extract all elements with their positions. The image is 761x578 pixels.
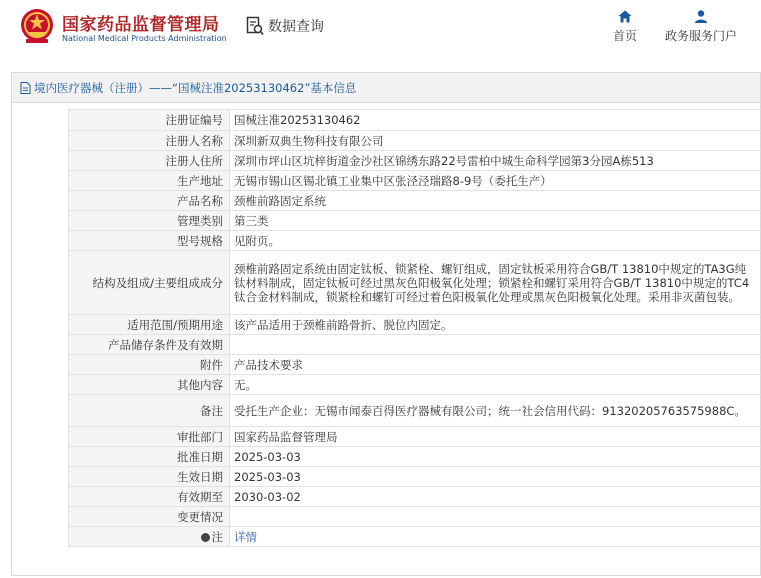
field-label: 注册人名称 (69, 131, 230, 151)
field-value: 无。 (230, 375, 761, 395)
table-row (69, 231, 761, 251)
brand-name-en: National Medical Products Administration (62, 34, 227, 43)
field-value: 颈椎前路固定系统 (230, 191, 761, 211)
field-label: 适用范围/预期用途 (69, 315, 230, 335)
field-label: 管理类别 (69, 211, 230, 231)
details-link[interactable]: 详情 (234, 529, 257, 544)
field-value (230, 335, 761, 355)
field-label: 注册证编号 (69, 110, 230, 131)
brand-name-cn: 国家药品监督管理局 (62, 15, 220, 35)
field-value: 深圳新双典生物科技有限公司 (230, 131, 761, 151)
table-row (69, 110, 761, 131)
table-row (69, 447, 761, 467)
panel-title (12, 73, 760, 103)
field-label: 产品名称 (69, 191, 230, 211)
table-row (69, 395, 761, 427)
panel-title-text: 境内医疗器械（注册）——“国械注准20253130462”基本信息 (34, 80, 357, 95)
data-query-label: 数据查询 (268, 19, 324, 35)
data-query-link[interactable] (246, 15, 324, 37)
table-row (69, 151, 761, 171)
field-label: 变更情况 (69, 507, 230, 527)
field-value: 无锡市锡山区锡北镇工业集中区张泾泾瑞路8-9号（委托生产） (230, 171, 761, 191)
table-row (69, 131, 761, 151)
field-value: 该产品适用于颈椎前路骨折、脱位内固定。 (230, 315, 761, 335)
field-label: 有效期至 (69, 487, 230, 507)
field-label: 注册人住所 (69, 151, 230, 171)
field-label: 产品储存条件及有效期 (69, 335, 230, 355)
field-label: 结构及组成/主要组成成分 (69, 251, 230, 315)
table-row-note (69, 527, 761, 547)
field-label: 生产地址 (69, 171, 230, 191)
home-icon (618, 10, 632, 23)
field-label: 其他内容 (69, 375, 230, 395)
field-label: 附件 (69, 355, 230, 375)
note-label-cell (69, 527, 230, 547)
field-value: 第三类 (230, 211, 761, 231)
field-label: 批准日期 (69, 447, 230, 467)
table-row (69, 355, 761, 375)
table-row (69, 335, 761, 355)
table-row (69, 251, 761, 315)
field-value: 2030-03-02 (230, 487, 761, 507)
document-search-icon (246, 16, 264, 36)
field-value: 产品技术要求 (230, 355, 761, 375)
table-row (69, 487, 761, 507)
table-row (69, 171, 761, 191)
field-value: 受托生产企业：无锡市闻泰百得医疗器械有限公司；统一社会信用代码：91320205763575988C。 (230, 395, 761, 427)
detail-panel (11, 72, 761, 576)
table-row (69, 211, 761, 231)
nav-home-label: 首页 (612, 29, 637, 43)
note-value-cell (230, 527, 761, 547)
field-value: 见附页。 (230, 231, 761, 251)
field-label: 生效日期 (69, 467, 230, 487)
user-icon (694, 10, 708, 23)
note-label: 注 (211, 529, 223, 544)
field-value: 国家药品监督管理局 (230, 427, 761, 447)
field-value: 国械注准20253130462 (230, 110, 761, 131)
nav-service-portal[interactable] (658, 10, 744, 44)
document-icon (20, 82, 31, 94)
national-emblem-icon (20, 8, 54, 44)
field-label: 型号规格 (69, 231, 230, 251)
field-label: 审批部门 (69, 427, 230, 447)
table-row (69, 315, 761, 335)
table-row (69, 507, 761, 527)
nav-home[interactable] (610, 10, 640, 44)
table-row (69, 467, 761, 487)
field-value: 深圳市坪山区坑梓街道金沙社区锦绣东路22号雷柏中城生命科学园第3分园A栋513 (230, 151, 761, 171)
field-value: 颈椎前路固定系统由固定钛板、锁紧栓、螺钉组成，固定钛板采用符合GB/T 13810中规定的TA3G纯钛材料制成，固定钛板可经过黑灰色阳极氧化处理；锁紧栓和螺钉采用符合GB/T 13810中规定的TC4钛合金材料制成，锁紧栓和螺钉可经过着色阳极氧化处理或黑灰色阳极氧化处理。采用非灭菌包装。 (230, 251, 761, 315)
site-header (0, 0, 761, 60)
device-info-table (68, 109, 761, 547)
nav-service-portal-label: 政务服务门户 (664, 29, 737, 43)
table-row (69, 375, 761, 395)
field-label: 备注 (69, 395, 230, 427)
table-row (69, 191, 761, 211)
field-value: 2025-03-03 (230, 447, 761, 467)
field-value: 2025-03-03 (230, 467, 761, 487)
field-value (230, 507, 761, 527)
lightbulb-icon (201, 533, 210, 542)
table-row (69, 427, 761, 447)
